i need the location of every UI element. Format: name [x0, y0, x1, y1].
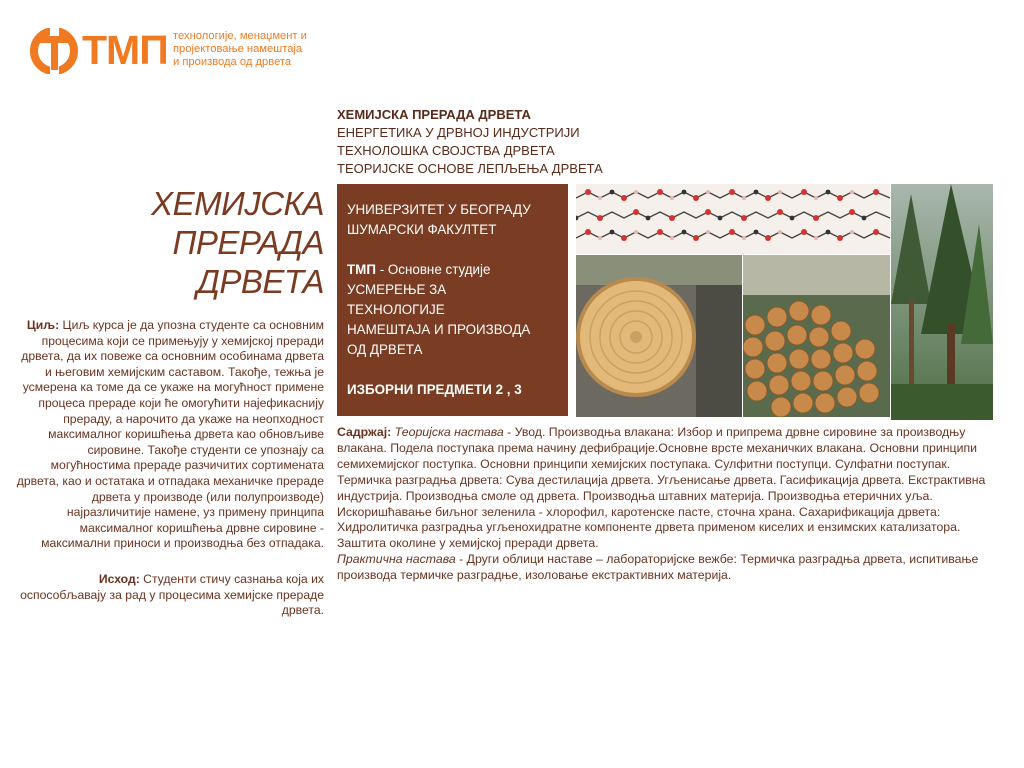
tmp-logo-icon — [30, 28, 78, 74]
page-title — [60, 184, 324, 301]
practice-label: Практична настава — [337, 552, 456, 567]
log-pile-image — [743, 255, 890, 417]
page-title-line: ДРВЕТА — [196, 263, 324, 300]
track-line: ТЕХНОЛОГИЈЕ — [347, 302, 445, 317]
program-code: ТМП — [347, 262, 376, 277]
program-line — [347, 260, 558, 280]
logo-tagline-line: технологије, менаџмент и — [173, 30, 307, 42]
logo-tagline-line: пројектовање намештаја — [173, 43, 303, 55]
content-label: Садржај: — [337, 425, 392, 439]
goal-text: Циљ курса је да упозна студенте са основним процесима који се примењују у хемијској преради дрвета, да их повеже са основним особинама дрвета и његовим хемијским саставом. Такође, тежња је усмерена ка томе да се укаже на могућност примене процеса прераде који ће омогућити најефикаснију прераду, а нарочито да укаже на неопходност максималног коришћења дрвета као обновљиве сировине. Такође студенти се упознају са могућностима прераде разчичитих сортимената дрвета, као и остатака и отпадака механичке прераде дрвета у производе (или полупроизводе) најразличитије намене, уз примену принципа максималног коришћења дрвне сировине - максимални приноси и производња без отпадака. — [16, 318, 324, 551]
program-level: - Основне студије — [375, 262, 491, 277]
track-line: ОД ДРВЕТА — [347, 342, 423, 357]
goal-section — [14, 318, 324, 552]
electives-label — [347, 380, 558, 400]
goal-label: Циљ: — [26, 318, 60, 332]
logo-wordmark: ТМП — [82, 27, 168, 73]
faculty-name: ШУМАРСКИ ФАКУЛТЕТ — [347, 222, 497, 237]
page-title-line: ПРЕРАДА — [172, 224, 324, 261]
track-line: УСМЕРЕЊЕ ЗА — [347, 282, 447, 297]
forest-image — [891, 184, 993, 420]
course-content — [337, 425, 997, 584]
logo-tagline — [173, 30, 333, 69]
practice-text: - Други облици наставе – лабораторијске вежбе: Термичка разградња дрвета, испитивање производа термичке разградње, изоловање екстрактивних материја. — [337, 552, 979, 583]
theory-text: - Увод. Производња влакана: Избор и припрема дрвне сировине за производњу влакана. Подела поступака према начину дефибрације.Основне врсте механичких влакана. Основни принципи семихемијског поступка. Основни принципи хемијских поступака. Сулфитни поступци. Сулфатни поступак. Термичка разградња дрвета: Сува дестилација дрвета. Угљенисање дрвета. Гасификација дрвета. Екстрактивна индустрија. Производња смоле од дрвета. Производња штавних материја. Производња етеричних уља. Искоришћавање биљног зеленила - хлорофил, каротенске пасте, сточна храна. Сахарификација дрвета: Хидролитичка разградња угљенохидратне компоненте дрвета применом киселих и ензимских катализатора. Заштита околине у хемијској преради дрвета. — [337, 425, 986, 551]
tree-stump-image — [576, 255, 742, 417]
subject-item-current: ХЕМИЈСКА ПРЕРАДА ДРВЕТА — [337, 107, 531, 122]
outcome-text: Студенти стичу сазнања која их оспособљавају за рад у процесима хемијске прераде дрвета. — [20, 572, 324, 618]
subject-list — [337, 106, 657, 178]
theory-label: Теоријска настава — [394, 425, 504, 439]
page-title-line: ХЕМИЈСКА — [151, 185, 324, 222]
university-name: УНИВЕРЗИТЕТ У БЕОГРАДУ — [347, 202, 531, 217]
brand-logo — [30, 28, 330, 76]
subject-item: ТЕОРИЈСКЕ ОСНОВЕ ЛЕПЉЕЊА ДРВЕТА — [337, 161, 603, 176]
logo-tagline-line: и производа од дрвета — [173, 56, 292, 68]
subject-item: ЕНЕРГЕТИКА У ДРВНОЈ ИНДУСТРИЈИ — [337, 125, 580, 140]
outcome-label: Исход: — [98, 572, 140, 586]
cellulose-molecule-image — [576, 184, 890, 254]
university-box — [337, 184, 568, 416]
outcome-section — [14, 572, 324, 619]
electives-text: ИЗБОРНИ ПРЕДМЕТИ 2 , 3 — [347, 382, 522, 397]
track-line: НАМЕШТАЈА И ПРОИЗВОДА — [347, 322, 531, 337]
subject-item: ТЕХНОЛОШКА СВОЈСТВА ДРВЕТА — [337, 143, 555, 158]
